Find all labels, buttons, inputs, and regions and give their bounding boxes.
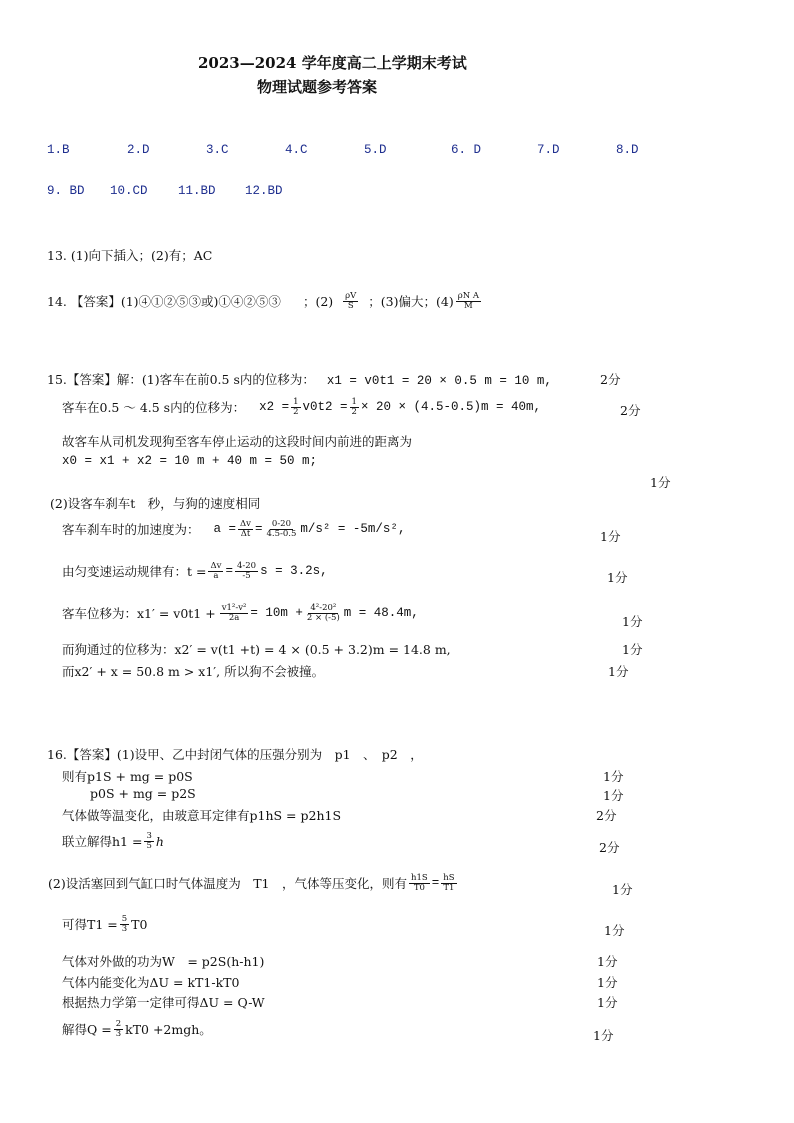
q16-line5: 联立解得h1 = $\frac{3}{5}$ h bbox=[62, 831, 164, 851]
q15-line4: x0 = x1 + x2 = 10 m + 40 m = 50 m; bbox=[62, 454, 318, 468]
page-subtitle: 物理试题参考答案 bbox=[257, 78, 378, 96]
q15-score: 1分 bbox=[600, 529, 621, 544]
q15-score: 1分 bbox=[622, 614, 643, 629]
q16-line10: 根据热力学第一定律可得ΔU = Q-W bbox=[62, 995, 265, 1010]
q16-score: 2分 bbox=[599, 840, 620, 855]
fraction-half: $\frac{1}{2}$ bbox=[293, 397, 299, 417]
q14-answer bbox=[47, 292, 483, 311]
fraction-half: $\frac{1}{2}$ bbox=[351, 397, 357, 417]
choice-answer: 11.BD bbox=[178, 184, 216, 198]
q15-line5: (2)设客车刹车t 秒，与狗的速度相同 bbox=[50, 496, 261, 511]
page-title: 2023—2024 学年度高二上学期末考试 bbox=[198, 54, 467, 72]
q15-line9: 而狗通过的位移为：x2′ = v(t1 +t) = 4 × (0.5 + 3.2)m = 14.8 m, bbox=[62, 642, 451, 657]
q15-score: 2分 bbox=[620, 403, 641, 418]
choice-answer: 1.B bbox=[47, 143, 70, 157]
q15-score: 2分 bbox=[600, 372, 621, 387]
q13-answer: 13. (1)向下插入；(2)有；AC bbox=[47, 248, 213, 263]
q15-score: 1分 bbox=[622, 642, 643, 657]
q15-line2: 客车在0.5 ～ 4.5 s内的位移为： x2 = $\frac{1}{2}$ v0t2 = $\frac{1}{2}$ × 20 × (4.5-0.5)m = 40m, bbox=[62, 397, 541, 417]
q15-line8: 客车位移为：x1′ = v0t1 + $\frac{\text{v1²-v²}}{2a}$ = 10m + $\frac{\text{4²-20²}}{2 \times (-5)}$ m = 48.4m, bbox=[62, 603, 419, 623]
q16-line11: 解得Q = $\frac{2}{3}$ kT0 +2mgh。 bbox=[62, 1019, 212, 1039]
q16-line4: 气体做等温变化，由玻意耳定律有p1hS = p2h1S bbox=[62, 808, 342, 823]
q14-part3: ；(3)偏大；(4) bbox=[368, 294, 454, 310]
choice-answer: 3.C bbox=[206, 143, 229, 157]
q16-score: 1分 bbox=[597, 954, 618, 969]
choice-answer: 10.CD bbox=[110, 184, 148, 198]
q16-score: 1分 bbox=[603, 788, 624, 803]
q16-line1: 16.【答案】(1)设甲、乙中封闭气体的压强分别为 p1 、 p2 ， bbox=[47, 747, 423, 762]
q16-line3: p0S + mg = p2S bbox=[90, 786, 196, 801]
q15-score: 1分 bbox=[608, 664, 629, 679]
choice-answer: 5.D bbox=[364, 143, 387, 157]
q14-fraction-2: ρN A M bbox=[457, 291, 479, 311]
q16-score: 1分 bbox=[603, 769, 624, 784]
q15-line7: 由匀变速运动规律有：t = $\frac{\Delta v}{a}$ = $\frac{4-20}{-5}$ s = 3.2s, bbox=[62, 561, 328, 581]
choice-answer: 8.D bbox=[616, 143, 639, 157]
q15-line1: 15.【答案】解：(1)客车在前0.5 s内的位移为： x1 = v0t1 = 20 × 0.5 m = 10 m, bbox=[47, 372, 552, 388]
q14-fraction-1: ρV S bbox=[345, 291, 357, 311]
q16-line9: 气体内能变化为ΔU = kT1-kT0 bbox=[62, 975, 240, 990]
q15-score: 1分 bbox=[607, 570, 628, 585]
choice-answer: 7.D bbox=[537, 143, 560, 157]
choice-answer: 9. BD bbox=[47, 184, 85, 198]
q15-line6: 客车刹车时的加速度为： a = $\frac{\Delta v}{\Delta t}$ = $\frac{0-20}{4.5-0.5}$ m/s² = -5m/s², bbox=[62, 519, 406, 539]
q16-line7: 可得T1 = $\frac{5}{3}$ T0 bbox=[62, 914, 148, 934]
q16-score: 1分 bbox=[593, 1028, 614, 1043]
q15-score: 1分 bbox=[650, 475, 671, 490]
q16-line2: 则有p1S + mg = p0S bbox=[62, 769, 193, 784]
choice-answer: 4.C bbox=[285, 143, 308, 157]
q16-line6: (2)设活塞回到气缸口时气体温度为 T1 ，气体等压变化，则有 $\frac{h1S}{T0}$ = $\frac{hS}{T1}$ bbox=[48, 873, 455, 893]
q16-score: 1分 bbox=[597, 995, 618, 1010]
q15-line10: 而x2′ + x = 50.8 m > x1′, 所以狗不会被撞。 bbox=[62, 664, 325, 679]
choice-answer: 12.BD bbox=[245, 184, 283, 198]
q16-score: 1分 bbox=[597, 975, 618, 990]
q14-part1: 14. 【答案】(1)④①②⑤③或)①④②⑤③ bbox=[47, 294, 281, 310]
q16-score: 2分 bbox=[596, 808, 617, 823]
q15-line3: 故客车从司机发现狗至客车停止运动的这段时间内前进的距离为 bbox=[62, 434, 413, 449]
q16-score: 1分 bbox=[612, 882, 633, 897]
choice-answer: 2.D bbox=[127, 143, 150, 157]
choice-answer: 6. D bbox=[451, 143, 482, 157]
q16-line8: 气体对外做的功为W = p2S(h-h1) bbox=[62, 954, 265, 969]
q16-score: 1分 bbox=[604, 923, 625, 938]
q14-part2: ；(2) bbox=[302, 294, 334, 310]
